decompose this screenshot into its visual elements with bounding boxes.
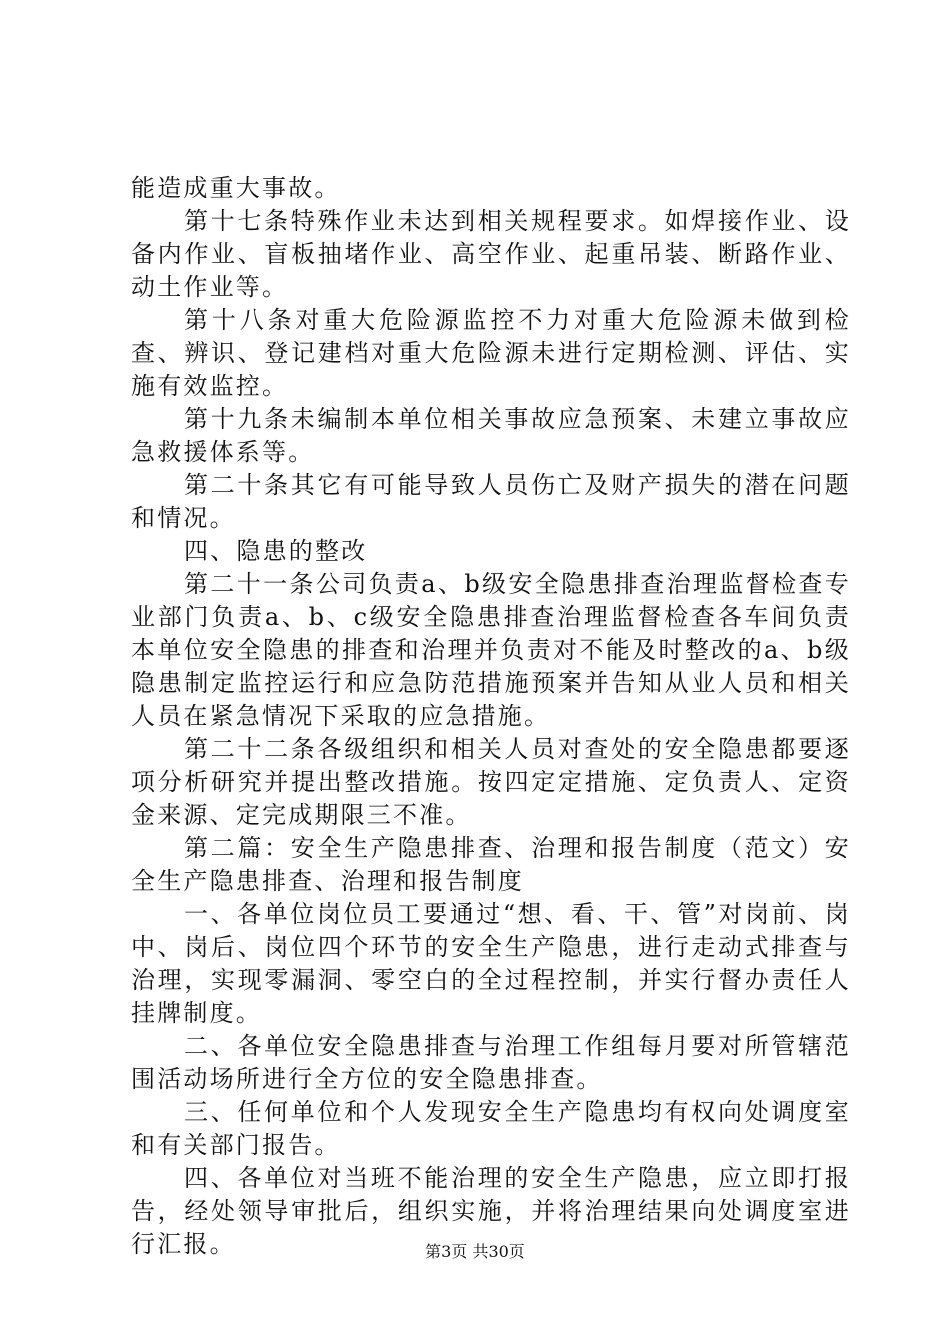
chapter-heading: 第二篇：安全生产隐患排查、治理和报告制度（范文）安全生产隐患排查、治理和报告制度 bbox=[131, 834, 851, 895]
paragraph: 第十七条特殊作业未达到相关规程要求。如焊接作业、设备内作业、盲板抽堵作业、高空作业、起重吊装、断路作业、动土作业等。 bbox=[131, 207, 851, 301]
paragraph: 三、任何单位和个人发现安全生产隐患均有权向处调度室和有关部门报告。 bbox=[131, 1098, 851, 1159]
paragraph: 第二十条其它有可能导致人员伤亡及财产损失的潜在问题和情况。 bbox=[131, 471, 851, 532]
paragraph: 能造成重大事故。 bbox=[131, 174, 341, 202]
page-number: 第3页 共30页 bbox=[425, 1242, 525, 1261]
paragraph: 第二十二条各级组织和相关人员对查处的安全隐患都要逐项分析研究并提出整改措施。按四定定措施、定负责人、定资金来源、定完成期限三不准。 bbox=[131, 735, 851, 829]
paragraph: 二、各单位安全隐患排查与治理工作组每月要对所管辖范围活动场所进行全方位的安全隐患排查。 bbox=[131, 1032, 851, 1093]
page-footer bbox=[0, 1241, 950, 1263]
paragraph: 第二十一条公司负责a、b级安全隐患排查治理监督检查专业部门负责a、b、c级安全隐患排查治理监督检查各车间负责本单位安全隐患的排查和治理并负责对不能及时整改的a、b级隐患制定监控运行和应急防范措施预案并告知从业人员和相关人员在紧急情况下采取的应急措施。 bbox=[131, 570, 851, 730]
paragraph: 第十八条对重大危险源监控不力对重大危险源未做到检查、辨识、登记建档对重大危险源未进行定期检测、评估、实施有效监控。 bbox=[131, 306, 851, 400]
paragraph: 四、各单位对当班不能治理的安全生产隐患，应立即打报告，经处领导审批后，组织实施，并将治理结果向处调度室进行汇报。 bbox=[131, 1164, 851, 1258]
section-heading: 四、隐患的整改 bbox=[184, 537, 368, 565]
document-body bbox=[131, 172, 851, 1261]
paragraph: 一、各单位岗位员工要通过“想、看、干、管”对岗前、岗中、岗后、岗位四个环节的安全生产隐患，进行走动式排查与治理，实现零漏洞、零空白的全过程控制，并实行督办责任人挂牌制度。 bbox=[131, 900, 851, 1027]
paragraph: 第十九条未编制本单位相关事故应急预案、未建立事故应急救援体系等。 bbox=[131, 405, 851, 466]
